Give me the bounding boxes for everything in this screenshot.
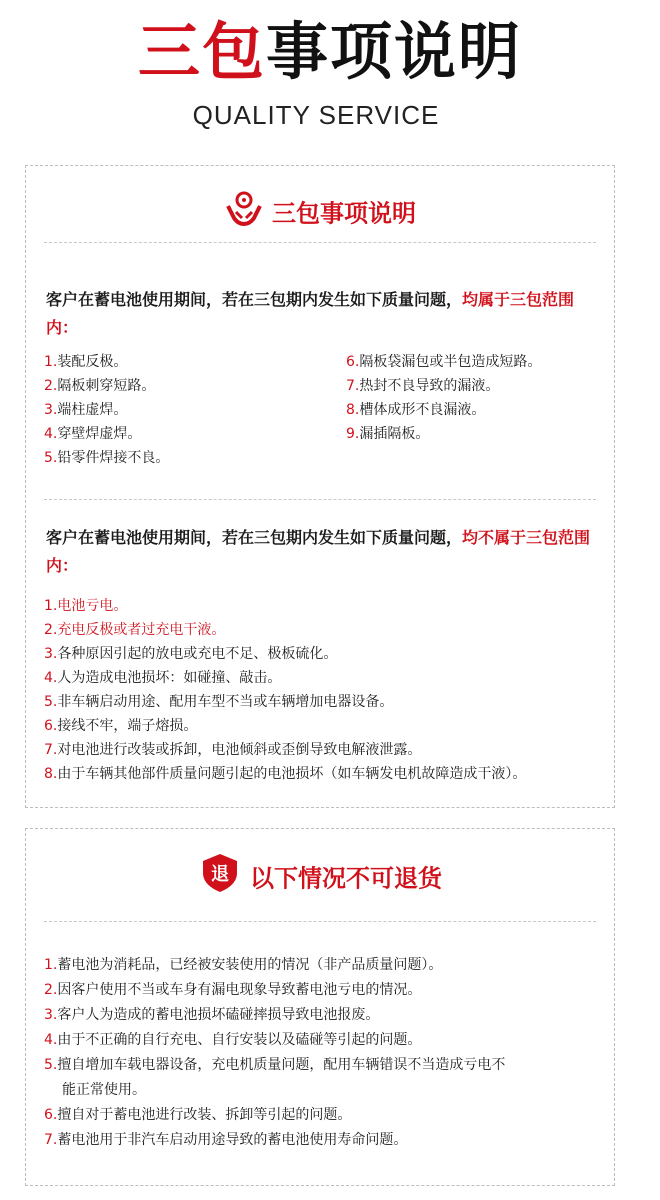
list-item bbox=[44, 1128, 505, 1153]
covered-intro bbox=[46, 286, 594, 342]
list-item-text: 槽体成形不良漏液。 bbox=[359, 402, 486, 418]
no-return-heading bbox=[26, 851, 614, 901]
list-item-text: 客户人为造成的蓄电池损坏磕碰摔损导致电池报废。 bbox=[57, 1007, 380, 1023]
page-subtitle: QUALITY SERVICE bbox=[192, 100, 440, 130]
list-item bbox=[44, 978, 505, 1003]
covered-intro-text: 客户在蓄电池使用期间，若在三包期内发生如下质量问题， bbox=[46, 290, 463, 309]
list-item bbox=[44, 350, 169, 374]
list-item bbox=[44, 422, 169, 446]
list-item-number: 8. bbox=[44, 766, 58, 782]
list-item bbox=[346, 422, 541, 446]
list-item-text: 由于车辆其他部件质量问题引起的电池损坏（如车辆发电机故障造成干液）。 bbox=[57, 766, 527, 782]
list-item-number: 8. bbox=[346, 402, 360, 418]
return-badge-char: 退 bbox=[211, 864, 229, 885]
list-item bbox=[346, 350, 541, 374]
list-item-number: 4. bbox=[44, 670, 58, 686]
hand-service-icon bbox=[224, 188, 264, 234]
list-item bbox=[44, 762, 526, 786]
list-item-text: 穿壁焊虚焊。 bbox=[57, 426, 142, 442]
no-return-box bbox=[25, 828, 615, 1186]
list-item-text: 非车辆启动用途、配用车型不当或车辆增加电器设备。 bbox=[57, 694, 394, 710]
list-item bbox=[44, 1028, 505, 1053]
covered-list-right bbox=[346, 350, 541, 446]
list-item-text: 蓄电池用于非汽车启动用途导致的蓄电池使用寿命问题。 bbox=[57, 1132, 408, 1148]
list-item-number: 2. bbox=[44, 622, 58, 638]
divider bbox=[44, 242, 596, 243]
list-item-text: 电池亏电。 bbox=[57, 598, 128, 614]
page-title bbox=[0, 12, 660, 92]
list-item-text: 漏插隔板。 bbox=[359, 426, 430, 442]
list-item bbox=[346, 374, 541, 398]
list-item-number: 7. bbox=[44, 1132, 58, 1148]
list-item bbox=[44, 398, 169, 422]
list-item bbox=[44, 594, 526, 618]
list-item-text: 隔板刺穿短路。 bbox=[57, 378, 156, 394]
list-item-text: 充电反极或者过充电干液。 bbox=[57, 622, 226, 638]
list-item-number: 5. bbox=[44, 694, 58, 710]
list-item-text: 擅自增加车载电器设备，充电机质量问题，配用车辆错误不当造成亏电不 bbox=[57, 1057, 506, 1073]
list-item-text: 热封不良导致的漏液。 bbox=[359, 378, 500, 394]
page-title-red: 三包 bbox=[137, 15, 266, 88]
list-item-text: 人为造成电池损坏：如碰撞、敲击。 bbox=[57, 670, 282, 686]
return-badge-icon bbox=[198, 851, 242, 901]
list-item-text: 由于不正确的自行充电、自行安装以及磕碰等引起的问题。 bbox=[57, 1032, 422, 1048]
list-item bbox=[44, 953, 505, 978]
list-item-number: 2. bbox=[44, 982, 58, 998]
list-item-text: 蓄电池为消耗品，已经被安装使用的情况（非产品质量问题）。 bbox=[57, 957, 443, 973]
list-item-text: 端柱虚焊。 bbox=[57, 402, 128, 418]
list-item bbox=[44, 738, 526, 762]
not-covered-intro bbox=[46, 524, 594, 580]
list-item bbox=[44, 642, 526, 666]
no-return-list bbox=[44, 953, 505, 1153]
not-covered-list bbox=[44, 594, 526, 786]
list-item-number: 3. bbox=[44, 646, 58, 662]
list-item-number: 1. bbox=[44, 957, 58, 973]
list-item-text: 能正常使用。 bbox=[62, 1082, 146, 1098]
list-item bbox=[44, 690, 526, 714]
list-item bbox=[44, 666, 526, 690]
list-item-text: 铅零件焊接不良。 bbox=[57, 450, 170, 466]
divider bbox=[44, 499, 596, 500]
warranty-box bbox=[25, 165, 615, 808]
no-return-heading-text: 以下情况不可退货 bbox=[250, 864, 442, 893]
list-item-number: 3. bbox=[44, 402, 58, 418]
warranty-heading bbox=[26, 188, 614, 234]
list-item-number: 5. bbox=[44, 1057, 58, 1073]
page-title-black: 事项说明 bbox=[266, 15, 523, 88]
list-item-number: 1. bbox=[44, 354, 58, 370]
list-item-number: 6. bbox=[44, 1107, 58, 1123]
not-covered-intro-text: 客户在蓄电池使用期间，若在三包期内发生如下质量问题， bbox=[46, 528, 463, 547]
divider bbox=[44, 921, 596, 922]
list-item-number: 4. bbox=[44, 426, 58, 442]
list-item bbox=[44, 1078, 505, 1103]
list-item bbox=[44, 1003, 505, 1028]
covered-intro-highlight: 均属于三包范围内： bbox=[46, 290, 575, 337]
list-item-number: 6. bbox=[346, 354, 360, 370]
list-item-number: 6. bbox=[44, 718, 58, 734]
list-item-number: 7. bbox=[44, 742, 58, 758]
list-item-number: 4. bbox=[44, 1032, 58, 1048]
list-item-number: 5. bbox=[44, 450, 58, 466]
list-item-number: 2. bbox=[44, 378, 58, 394]
warranty-heading-text: 三包事项说明 bbox=[272, 199, 416, 228]
list-item-number: 9. bbox=[346, 426, 360, 442]
list-item-text: 隔板袋漏包或半包造成短路。 bbox=[359, 354, 542, 370]
list-item-number: 3. bbox=[44, 1007, 58, 1023]
list-item bbox=[44, 446, 169, 470]
list-item bbox=[44, 374, 169, 398]
list-item bbox=[346, 398, 541, 422]
list-item-number: 7. bbox=[346, 378, 360, 394]
list-item bbox=[44, 1053, 505, 1078]
list-item-number: 1. bbox=[44, 598, 58, 614]
covered-list-left bbox=[44, 350, 169, 470]
not-covered-intro-highlight: 均不属于三包范围内： bbox=[46, 528, 591, 575]
list-item bbox=[44, 1103, 505, 1128]
list-item-text: 接线不牢，端子熔损。 bbox=[57, 718, 198, 734]
list-item-text: 因客户使用不当或车身有漏电现象导致蓄电池亏电的情况。 bbox=[57, 982, 422, 998]
list-item bbox=[44, 618, 526, 642]
list-item-text: 对电池进行改装或拆卸，电池倾斜或歪倒导致电解液泄露。 bbox=[57, 742, 422, 758]
list-item-text: 擅自对于蓄电池进行改装、拆卸等引起的问题。 bbox=[57, 1107, 352, 1123]
list-item bbox=[44, 714, 526, 738]
list-item-text: 装配反极。 bbox=[57, 354, 128, 370]
list-item-text: 各种原因引起的放电或充电不足、极板硫化。 bbox=[57, 646, 338, 662]
